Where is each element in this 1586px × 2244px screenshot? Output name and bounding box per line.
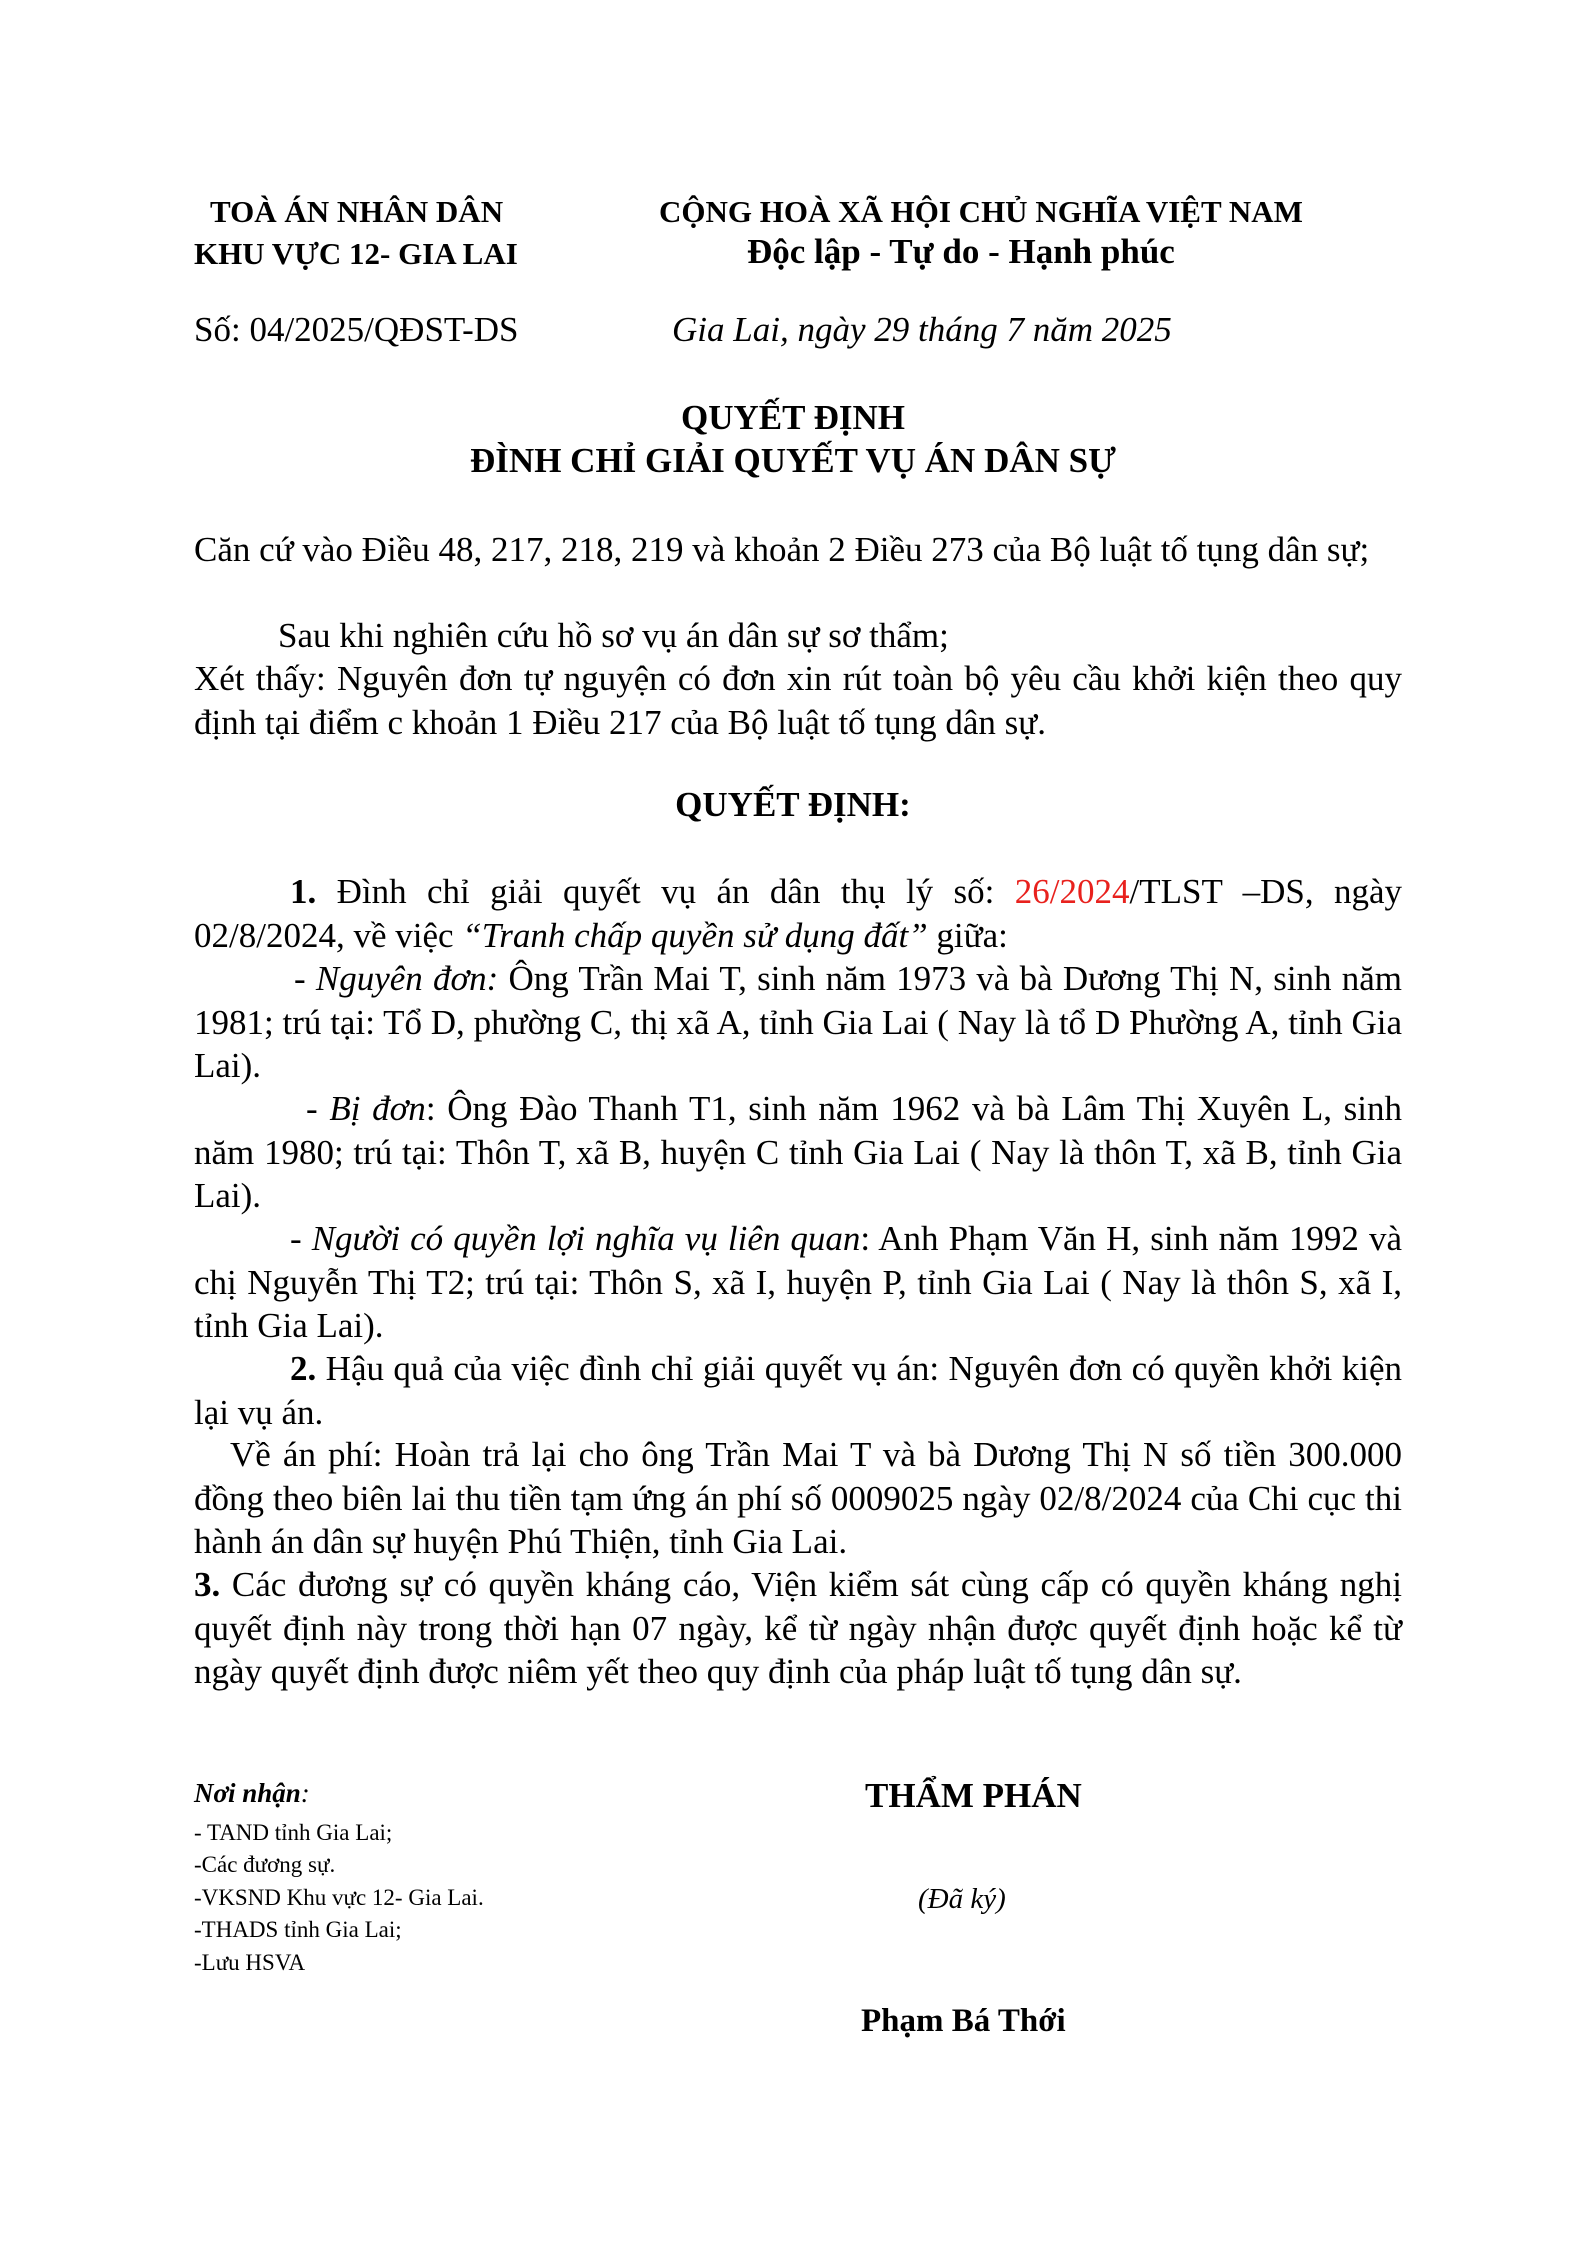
court-fee-paragraph: Về án phí: Hoàn trả lại cho ông Trần Mai T và bà Dương Thị N số tiền 300.000 đồng theo biên lai thu tiền tạm ứng án phí số 0009025 ngày 02/8/2024 của Chi cục thi hành án dân sự huyện Phú Thiện, tỉnh Gia Lai. (194, 1435, 1402, 1561)
item-1-end: giữa: (927, 915, 1008, 955)
item-1-number: 1. (290, 872, 317, 911)
nation-name: CỘNG HOÀ XÃ HỘI CHỦ NGHĨA VIỆT NAM (659, 194, 1303, 229)
document-number: Số: 04/2025/QĐST-DS (194, 310, 519, 349)
case-subject: “Tranh chấp quyền sử dụng đất” (462, 915, 928, 955)
court-name-line2: KHU VỰC 12- GIA LAI (194, 236, 518, 271)
item-3-text: Các đương sự có quyền kháng cáo, Viện kiểm sát cùng cấp có quyền kháng nghị quyết định này trong thời hạn 07 ngày, kể từ ngày nhận được quyết định hoặc kể từ ngày quyết định được niêm yết theo quy định của pháp luật tố tụng dân sự. (194, 1565, 1402, 1691)
plaintiff-label: - Nguyên đơn: (294, 959, 499, 998)
item-3-number: 3. (194, 1565, 221, 1604)
court-name-line1: TOÀ ÁN NHÂN DÂN (210, 194, 504, 229)
signed-note: (Đã ký) (918, 1883, 1006, 1915)
defendant-paragraph (194, 1087, 1402, 1218)
related-party-text: : Anh Phạm Văn H, sinh năm 1992 và chị Nguyễn Thị T2; trú tại: Thôn S, xã I, huyện P, tỉnh Gia Lai ( Nay là thôn S, xã I, tỉnh Gia Lai). (194, 1219, 1403, 1345)
defendant-text: : Ông Đào Thanh T1, sinh năm 1962 và bà Lâm Thị Xuyên L, sinh năm 1980; trú tại: Thôn T, xã B, huyện C tỉnh Gia Lai ( Nay là thôn T, xã B, tỉnh Gia Lai). (194, 1089, 1402, 1215)
item-2-text: Hậu quả của việc đình chỉ giải quyết vụ án: Nguyên đơn có quyền khởi kiện lại vụ án. (194, 1349, 1402, 1432)
item-1-text-cont: /TLST –DS, ngày 02/8/2024, về việc (194, 872, 1402, 955)
recipients-label: Nơi nhận (194, 1778, 301, 1808)
place-date: Gia Lai, ngày 29 tháng 7 năm 2025 (672, 310, 1172, 349)
item-1 (194, 870, 1402, 957)
judge-name: Phạm Bá Thới (861, 2003, 1066, 2039)
plaintiff-text: Ông Trần Mai T, sinh năm 1973 và bà Dương Thị N, sinh năm 1981; trú tại: Tổ D, phường C, thị xã A, tỉnh Gia Lai ( Nay là tổ D Phường A, tỉnh Gia Lai). (194, 959, 1403, 1085)
related-party-paragraph (194, 1217, 1402, 1348)
considering-label: Xét thấy: (194, 659, 326, 698)
plaintiff-paragraph (194, 957, 1402, 1088)
considering-text: Nguyên đơn tự nguyện có đơn xin rút toàn bộ yêu cầu khởi kiện theo quy định tại điểm c khoản 1 Điều 217 của Bộ luật tố tụng dân sự. (194, 659, 1402, 742)
document-title: QUYẾT ĐỊNH (681, 398, 905, 437)
defendant-label: - Bị đơn (306, 1089, 426, 1128)
item-3 (194, 1563, 1402, 1694)
legal-basis: Căn cứ vào Điều 48, 217, 218, 219 và khoản 2 Điều 273 của Bộ luật tố tụng dân sự; (194, 530, 1370, 569)
decision-heading: QUYẾT ĐỊNH: (675, 785, 911, 824)
recipient-item: -VKSND Khu vực 12- Gia Lai. (194, 1885, 484, 1910)
related-party-label: - Người có quyền lợi nghĩa vụ liên quan (290, 1219, 861, 1258)
item-2-number: 2. (290, 1349, 317, 1388)
document-subtitle: ĐÌNH CHỈ GIẢI QUYẾT VỤ ÁN DÂN SỰ (470, 441, 1116, 480)
item-2 (194, 1347, 1402, 1434)
recipient-item: -Các đương sự. (194, 1852, 336, 1877)
considering-paragraph (194, 657, 1402, 744)
recipients-heading (194, 1778, 310, 1809)
recipients-colon: : (300, 1778, 310, 1808)
recipient-item: - TAND tỉnh Gia Lai; (194, 1820, 393, 1845)
recipient-item: -THADS tỉnh Gia Lai; (194, 1917, 402, 1942)
nation-motto: Độc lập - Tự do - Hạnh phúc (747, 232, 1175, 271)
recipient-item: -Lưu HSVA (194, 1950, 306, 1975)
item-1-text: Đình chỉ giải quyết vụ án dân thụ lý số: (316, 872, 1015, 911)
after-study-line: Sau khi nghiên cứu hồ sơ vụ án dân sự sơ thẩm; (278, 616, 949, 655)
judge-title: THẨM PHÁN (865, 1776, 1082, 1815)
case-number: 26/2024 (1014, 872, 1130, 911)
